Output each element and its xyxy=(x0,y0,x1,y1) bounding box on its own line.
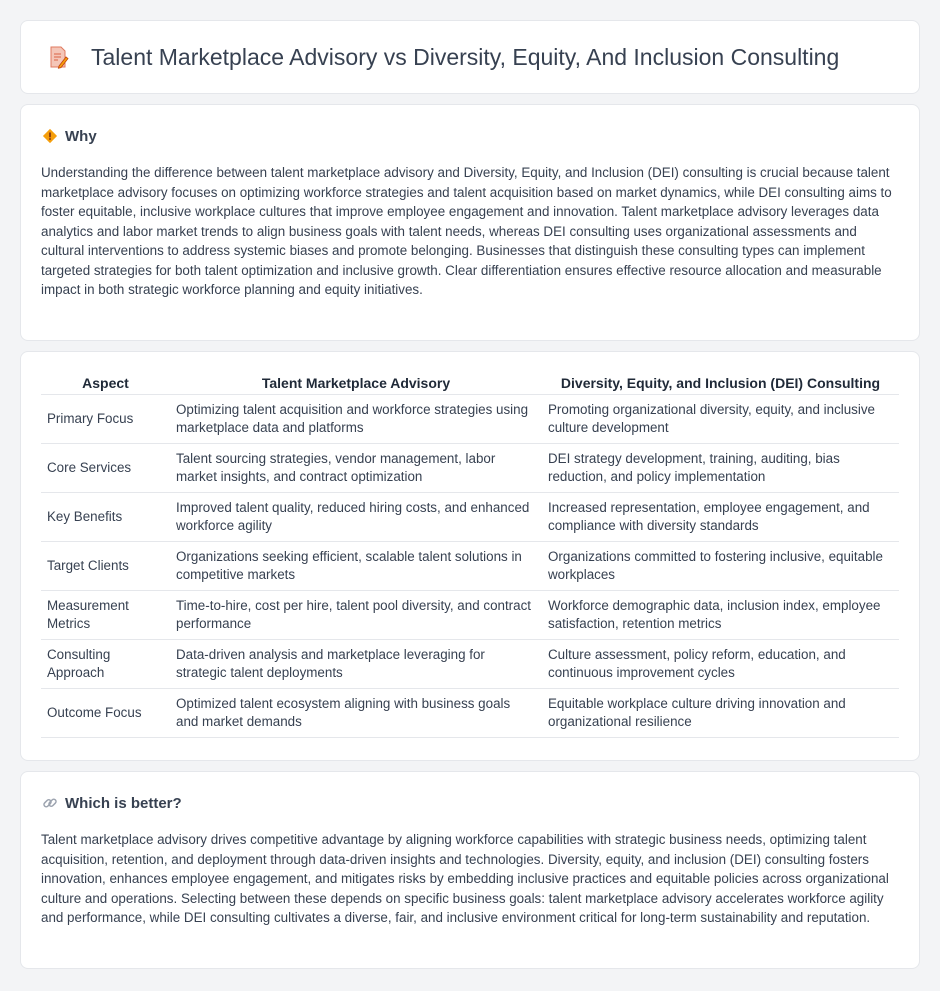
better-section xyxy=(20,771,920,969)
better-heading xyxy=(41,794,899,812)
dei-cell: DEI strategy development, training, auditing, bias reduction, and policy implementation xyxy=(542,444,899,493)
dei-cell: Organizations committed to fostering inclusive, equitable workplaces xyxy=(542,542,899,591)
table-row xyxy=(41,493,899,542)
table-row xyxy=(41,444,899,493)
dei-cell: Promoting organizational diversity, equity, and inclusive culture development xyxy=(542,395,899,444)
comparison-table xyxy=(41,366,899,738)
aspect-cell: Primary Focus xyxy=(41,395,170,444)
why-title: Why xyxy=(65,127,97,145)
header-talent-marketplace: Talent Marketplace Advisory xyxy=(170,366,542,395)
talent-cell: Time-to-hire, cost per hire, talent pool diversity, and contract performance xyxy=(170,591,542,640)
why-section xyxy=(20,104,920,341)
why-text: Understanding the difference between talent marketplace advisory and Diversity, Equity, and Inclusion (DEI) consulting is crucial because talent marketplace advisory focuses on optimizing workforce strategies and talent acquisition based on market dynamics, while DEI consulting aims to foster equitable, inclusive workplace cultures that improve employee engagement and innovation. Talent marketplace advisory leverages data analytics and labor market trends to align business goals with talent needs, whereas DEI consulting uses organizational assessments and cultural interventions to address systemic biases and promote belonging. Businesses that distinguish these consulting types can implement targeted strategies for both talent optimization and inclusive growth. Clear differentiation ensures effective resource allocation and measurable impact in both strategic workforce planning and equity initiatives. xyxy=(41,165,892,297)
aspect-cell: Outcome Focus xyxy=(41,689,170,738)
aspect-cell: Key Benefits xyxy=(41,493,170,542)
table-row xyxy=(41,689,899,738)
header-dei-consulting: Diversity, Equity, and Inclusion (DEI) Consulting xyxy=(542,366,899,395)
table-row xyxy=(41,542,899,591)
talent-cell: Organizations seeking efficient, scalable talent solutions in competitive markets xyxy=(170,542,542,591)
aspect-cell: Measurement Metrics xyxy=(41,591,170,640)
talent-cell: Optimizing talent acquisition and workforce strategies using marketplace data and platforms xyxy=(170,395,542,444)
talent-cell: Talent sourcing strategies, vendor management, labor market insights, and contract optimization xyxy=(170,444,542,493)
header-aspect: Aspect xyxy=(41,366,170,395)
aspect-cell: Consulting Approach xyxy=(41,640,170,689)
talent-cell: Optimized talent ecosystem aligning with business goals and market demands xyxy=(170,689,542,738)
table-row xyxy=(41,640,899,689)
table-row xyxy=(41,395,899,444)
dei-cell: Workforce demographic data, inclusion index, employee satisfaction, retention metrics xyxy=(542,591,899,640)
talent-cell: Data-driven analysis and marketplace leveraging for strategic talent deployments xyxy=(170,640,542,689)
diamond-warning-icon xyxy=(41,127,59,145)
table-row xyxy=(41,591,899,640)
dei-cell: Culture assessment, policy reform, education, and continuous improvement cycles xyxy=(542,640,899,689)
why-heading xyxy=(41,127,899,145)
link-icon xyxy=(41,794,59,812)
dei-cell: Increased representation, employee engagement, and compliance with diversity standards xyxy=(542,493,899,542)
better-text: Talent marketplace advisory drives competitive advantage by aligning workforce capabilities with strategic business needs, optimizing talent acquisition, retention, and deployment through data-driven insights and technologies. Diversity, equity, and inclusion (DEI) consulting fosters innovation, enhances employee engagement, and mitigates risks by embedding inclusive practices and equitable policies across organizational culture and operations. Selecting between these depends on specific business goals: talent marketplace advisory accelerates workforce agility and performance, while DEI consulting cultivates a diverse, fair, and inclusive environment critical for long-term sustainability and reputation. xyxy=(41,832,889,925)
comparison-section xyxy=(20,351,920,761)
table-header-row xyxy=(41,366,899,395)
header-card xyxy=(20,20,920,94)
page-title: Talent Marketplace Advisory vs Diversity, Equity, And Inclusion Consulting xyxy=(91,43,840,70)
aspect-cell: Core Services xyxy=(41,444,170,493)
aspect-cell: Target Clients xyxy=(41,542,170,591)
talent-cell: Improved talent quality, reduced hiring costs, and enhanced workforce agility xyxy=(170,493,542,542)
dei-cell: Equitable workplace culture driving innovation and organizational resilience xyxy=(542,689,899,738)
better-title: Which is better? xyxy=(65,794,182,812)
document-pen-icon xyxy=(45,44,71,70)
